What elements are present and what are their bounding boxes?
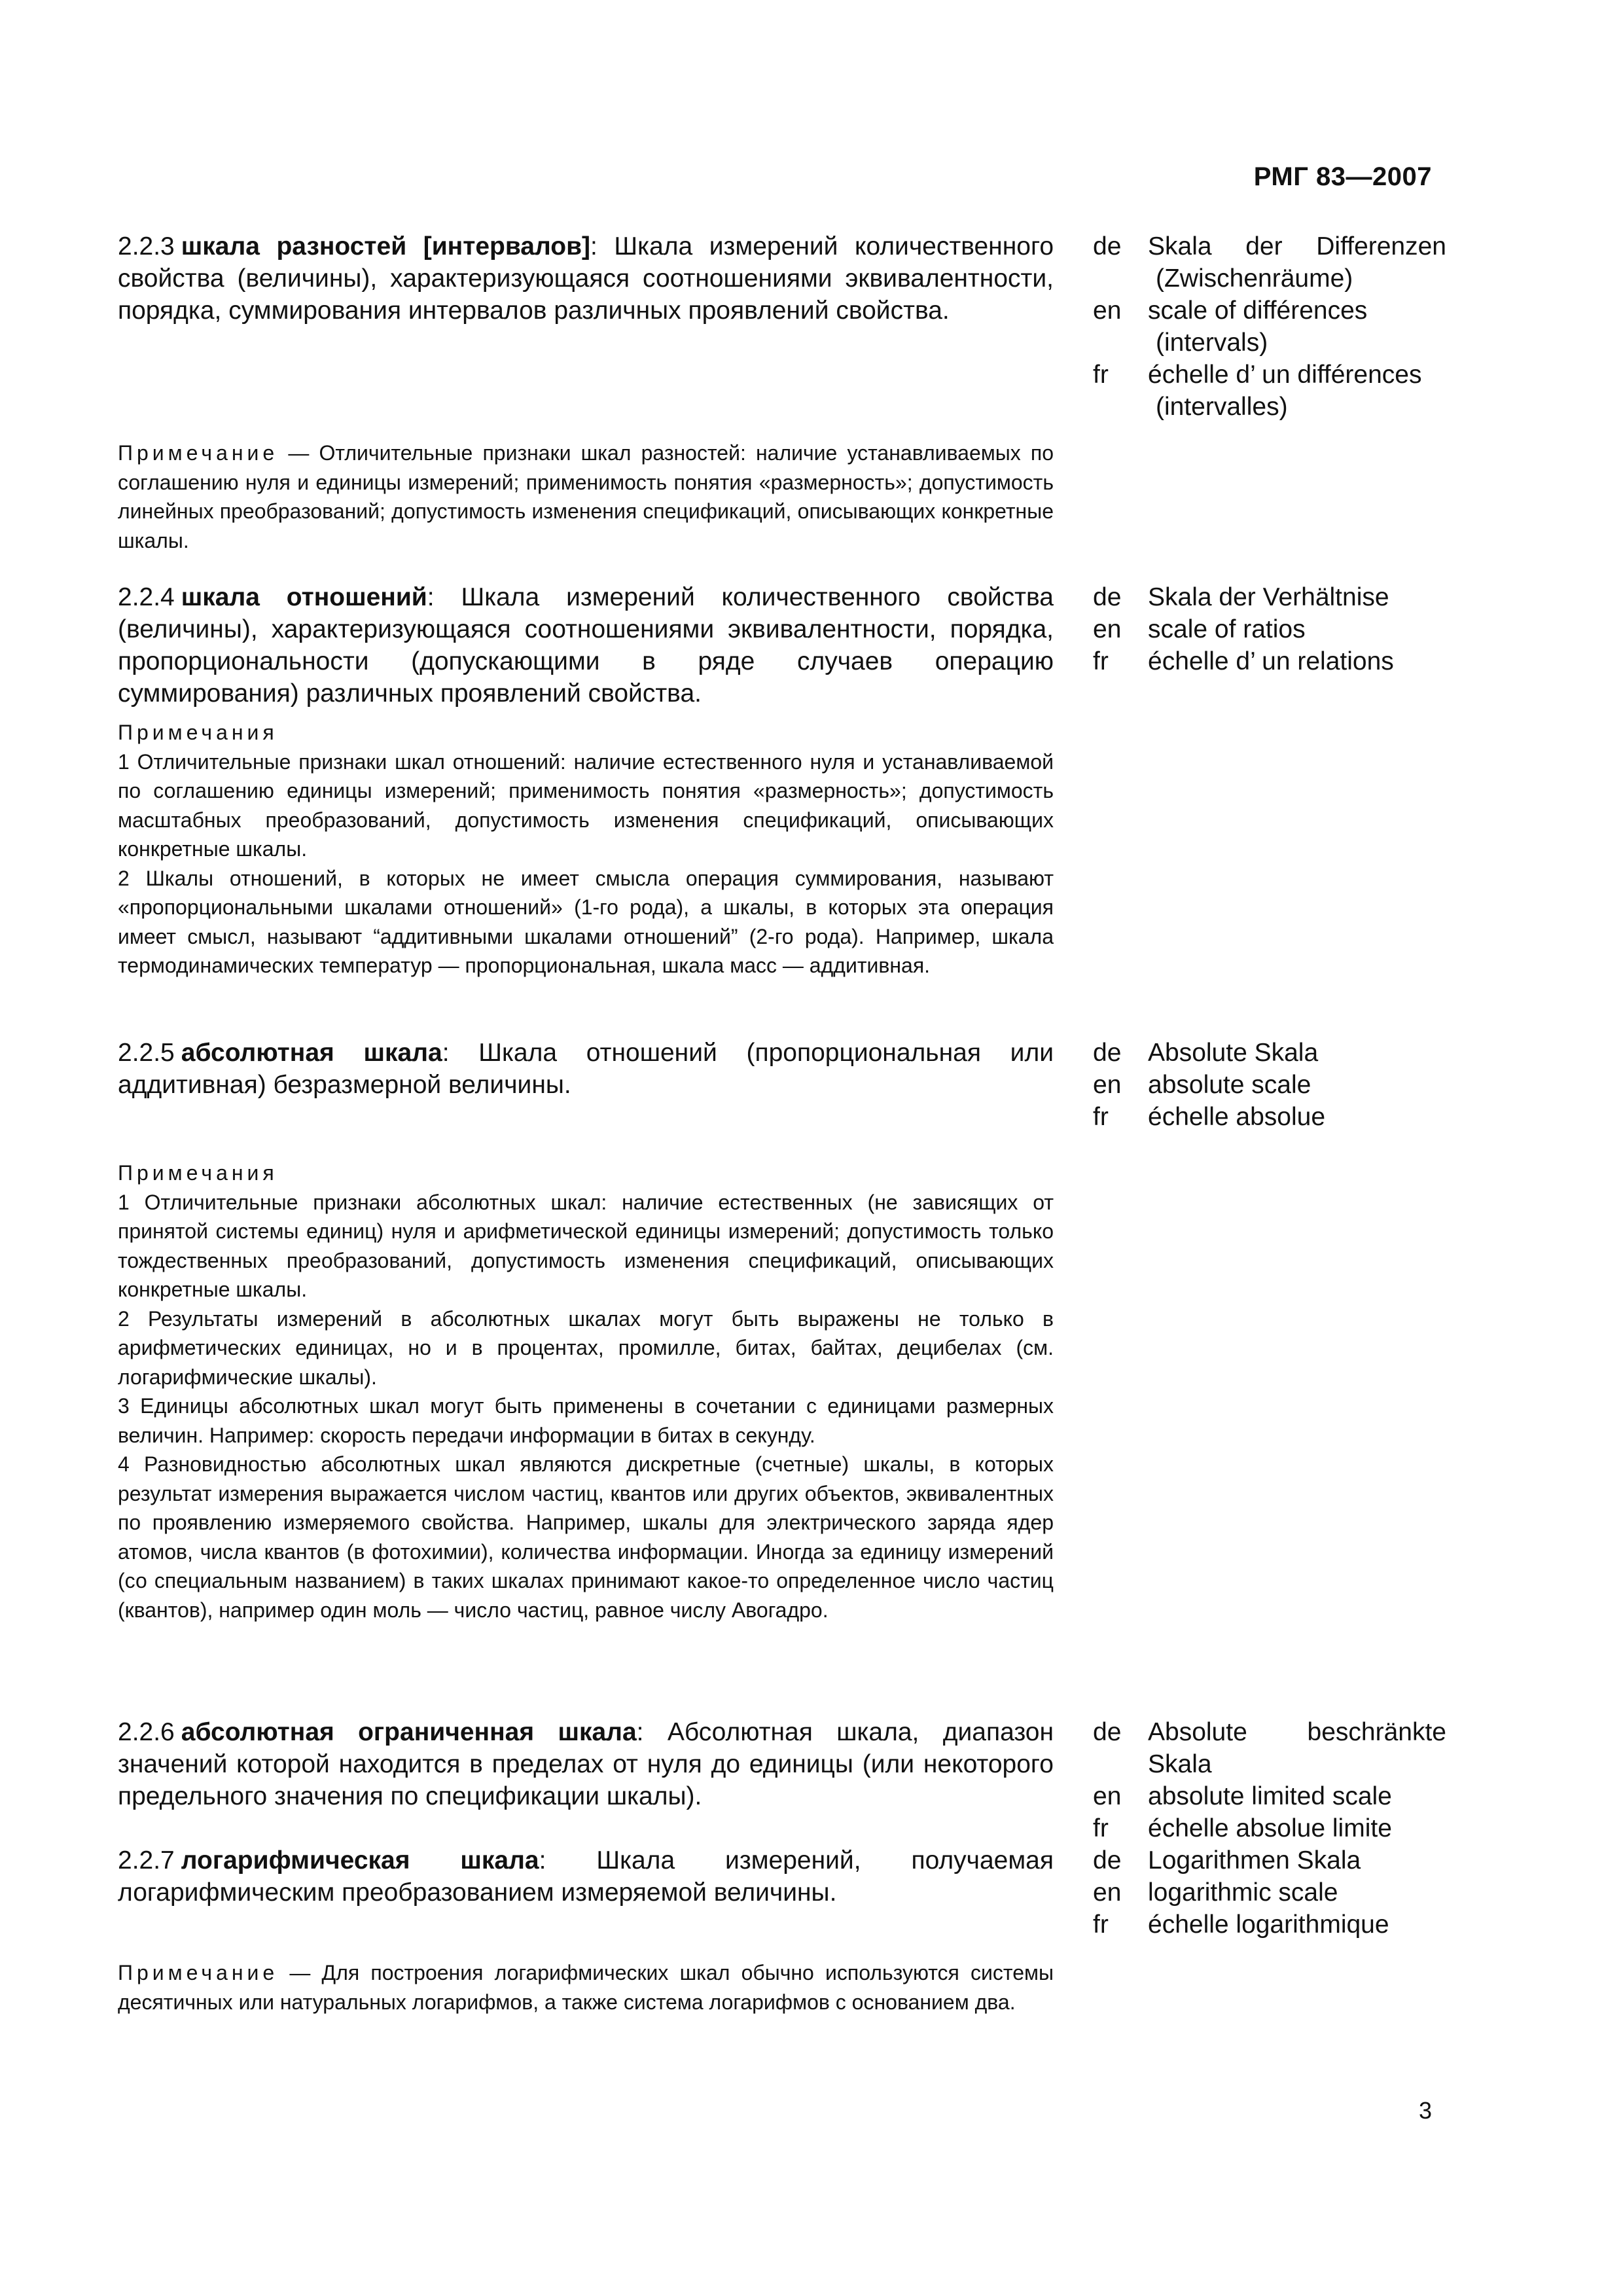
translation-text-cont: (intervals) bbox=[1156, 329, 1268, 357]
lang-code: fr bbox=[1093, 1814, 1109, 1842]
term-number: 2.2.4 bbox=[118, 583, 175, 611]
lang-code: en bbox=[1093, 1071, 1122, 1099]
note-label: Примечания bbox=[118, 721, 278, 744]
note-item: 2 Результаты измерений в абсолютных шкалах могут быть выражены не только в арифметических единицах, но и в процентах, промилле, битах, байтах, децибелах (см. логарифмические шкалы). bbox=[118, 1306, 1054, 1389]
term-2-2-3 bbox=[118, 230, 1054, 327]
translations-2-2-4 bbox=[1093, 581, 1446, 677]
term-number: 2.2.3 bbox=[118, 232, 175, 260]
note-2-2-7 bbox=[118, 1958, 1054, 2017]
translation-en bbox=[1093, 613, 1446, 645]
term-name: абсолютная ограниченная шкала bbox=[181, 1718, 637, 1746]
note-item: 4 Разновидностью абсолютных шкал являются дискретные (счетные) шкалы, в которых результат измерения выражается числом частиц, квантов или других объектов, эквивалентных по проявлению измеряемого свойства. Например, шкалы для электрического заряда ядер атомов, числа квантов (в фотохимии), количества информации. Иногда за единицу измерений (со специальным названием) в таких шкалах принимают какое-то определенное число частиц (квантов), например один моль — число частиц, равное числу Авогадро. bbox=[118, 1452, 1054, 1622]
translation-text: échelle d’ un différences bbox=[1148, 361, 1422, 389]
lang-code: de bbox=[1093, 1718, 1122, 1746]
translation-de bbox=[1093, 1716, 1446, 1748]
term-2-2-6 bbox=[118, 1716, 1054, 1812]
translations-2-2-3 bbox=[1093, 230, 1446, 423]
translations-2-2-6 bbox=[1093, 1716, 1446, 1844]
lang-code: en bbox=[1093, 1878, 1122, 1907]
translation-text: échelle d’ un relations bbox=[1148, 647, 1394, 675]
notes-2-2-4 bbox=[118, 718, 1054, 980]
term-2-2-5 bbox=[118, 1037, 1054, 1101]
term-definition: : Шкала измерений количественного свойства (величины), характеризующаяся соотношениями эквивалентности, порядка, суммирования интервалов различных проявлений свойства. bbox=[118, 232, 1054, 325]
note-2-2-3 bbox=[118, 439, 1054, 555]
translation-text-cont: Skala bbox=[1148, 1750, 1212, 1778]
term-definition: : Шкала измерений, получаемая логарифмическим преобразованием измеряемой величины. bbox=[118, 1846, 1054, 1907]
translation-en bbox=[1093, 295, 1446, 327]
lang-code: en bbox=[1093, 615, 1122, 643]
lang-code: de bbox=[1093, 1846, 1122, 1874]
translation-text-cont: (Zwischenräume) bbox=[1156, 264, 1353, 293]
translation-en bbox=[1093, 1069, 1446, 1101]
lang-code: en bbox=[1093, 1782, 1122, 1810]
document-code: РМГ 83—2007 bbox=[1253, 162, 1432, 191]
translation-text: Absolute Skala bbox=[1148, 1039, 1319, 1067]
translation-text: échelle absolue bbox=[1148, 1103, 1326, 1131]
term-definition: : Шкала отношений (пропорциональная или аддитивная) безразмерной величины. bbox=[118, 1039, 1054, 1099]
lang-code: de bbox=[1093, 1039, 1122, 1067]
translation-text: Absolute beschränkte bbox=[1148, 1718, 1446, 1746]
lang-code: fr bbox=[1093, 361, 1109, 389]
note-item: 1 Отличительные признаки шкал отношений: наличие естественного нуля и устанавливаемой по соглашению единицы измерений; применимость понятия «размерность»; допустимость масштабных преобразований, допустимость изменения спецификаций, описывающих конкретные шкалы. bbox=[118, 749, 1054, 861]
notes-2-2-5 bbox=[118, 1158, 1054, 1624]
translations-2-2-7 bbox=[1093, 1844, 1446, 1941]
translation-de bbox=[1093, 1037, 1446, 1069]
translation-text: absolute scale bbox=[1148, 1071, 1311, 1099]
translation-text: absolute limited scale bbox=[1148, 1782, 1392, 1810]
translation-text: échelle logarithmique bbox=[1148, 1910, 1389, 1939]
lang-code: fr bbox=[1093, 1103, 1109, 1131]
note-text: — Для построения логарифмических шкал обычно используются системы десятичных или натуральных логарифмов, а также система логарифмов с основанием два. bbox=[118, 1961, 1054, 2014]
translation-fr bbox=[1093, 1909, 1446, 1941]
term-name: абсолютная шкала bbox=[181, 1039, 442, 1067]
translation-text: Skala der Differenzen bbox=[1148, 232, 1446, 260]
lang-code: fr bbox=[1093, 647, 1109, 675]
term-name: логарифмическая шкала bbox=[181, 1846, 539, 1874]
translation-text: Skala der Verhältnise bbox=[1148, 583, 1389, 611]
note-label: Примечания bbox=[118, 1161, 278, 1185]
translation-text: échelle absolue limite bbox=[1148, 1814, 1392, 1842]
translation-fr bbox=[1093, 359, 1446, 391]
translation-en bbox=[1093, 1876, 1446, 1909]
lang-code: de bbox=[1093, 583, 1122, 611]
term-number: 2.2.5 bbox=[118, 1039, 175, 1067]
translation-en bbox=[1093, 1780, 1446, 1812]
lang-code: en bbox=[1093, 296, 1122, 325]
lang-code: fr bbox=[1093, 1910, 1109, 1939]
term-definition: : Абсолютная шкала, диапазон значений которой находится в пределах от нуля до единицы (или некоторого предельного значения по спецификации шкалы). bbox=[118, 1718, 1054, 1810]
term-name: шкала разностей [интервалов] bbox=[181, 232, 591, 260]
note-item: 3 Единицы абсолютных шкал могут быть применены в сочетании с единицами размерных величин. Например: скорость передачи информации в битах в секунду. bbox=[118, 1394, 1054, 1447]
note-text: — Отличительные признаки шкал разностей: наличие устанавливаемых по соглашению нуля и единицы измерений; применимость понятия «размерность»; допустимость линейных преобразований; допустимость изменения спецификаций, описывающих конкретные шкалы. bbox=[118, 441, 1054, 552]
translation-de bbox=[1093, 230, 1446, 262]
translation-fr bbox=[1093, 1101, 1446, 1133]
note-label: Примечание bbox=[118, 441, 279, 465]
term-2-2-7 bbox=[118, 1844, 1054, 1909]
page-number: 3 bbox=[1418, 2097, 1432, 2124]
term-definition: : Шкала измерений количественного свойства (величины), характеризующаяся соотношениями эквивалентности, порядка, пропорциональности (допускающими в ряде случаев операцию суммирования) различных проявлений свойства. bbox=[118, 583, 1054, 708]
translation-text: scale of différences bbox=[1148, 296, 1368, 325]
translation-de bbox=[1093, 581, 1446, 613]
translations-2-2-5 bbox=[1093, 1037, 1446, 1133]
term-name: шкала отношений bbox=[181, 583, 427, 611]
translation-fr bbox=[1093, 645, 1446, 677]
lang-code: de bbox=[1093, 232, 1122, 260]
translation-text: scale of ratios bbox=[1148, 615, 1306, 643]
translation-text: logarithmic scale bbox=[1148, 1878, 1338, 1907]
note-item: 2 Шкалы отношений, в которых не имеет смысла операция суммирования, называют «пропорциональными шкалами отношений» (1-го рода), а шкалы, в которых эта операция имеет смысл, называют “аддитивными шкалами отношений” (2-го рода). Например, шкала термодинамических температур — пропорциональная, шкала масс — аддитивная. bbox=[118, 866, 1054, 977]
translation-fr bbox=[1093, 1812, 1446, 1844]
term-number: 2.2.6 bbox=[118, 1718, 175, 1746]
translation-text-cont: (intervalles) bbox=[1156, 393, 1288, 421]
term-2-2-4 bbox=[118, 581, 1054, 709]
translation-de bbox=[1093, 1844, 1446, 1876]
term-number: 2.2.7 bbox=[118, 1846, 175, 1874]
note-item: 1 Отличительные признаки абсолютных шкал: наличие естественных (не зависящих от принятой системы единиц) нуля и арифметической единицы измерений; допустимость только тождественных преобразований, допустимость изменения спецификаций, описывающих конкретные шкалы. bbox=[118, 1190, 1054, 1301]
note-label: Примечание bbox=[118, 1961, 279, 1984]
translation-text: Logarithmen Skala bbox=[1148, 1846, 1361, 1874]
